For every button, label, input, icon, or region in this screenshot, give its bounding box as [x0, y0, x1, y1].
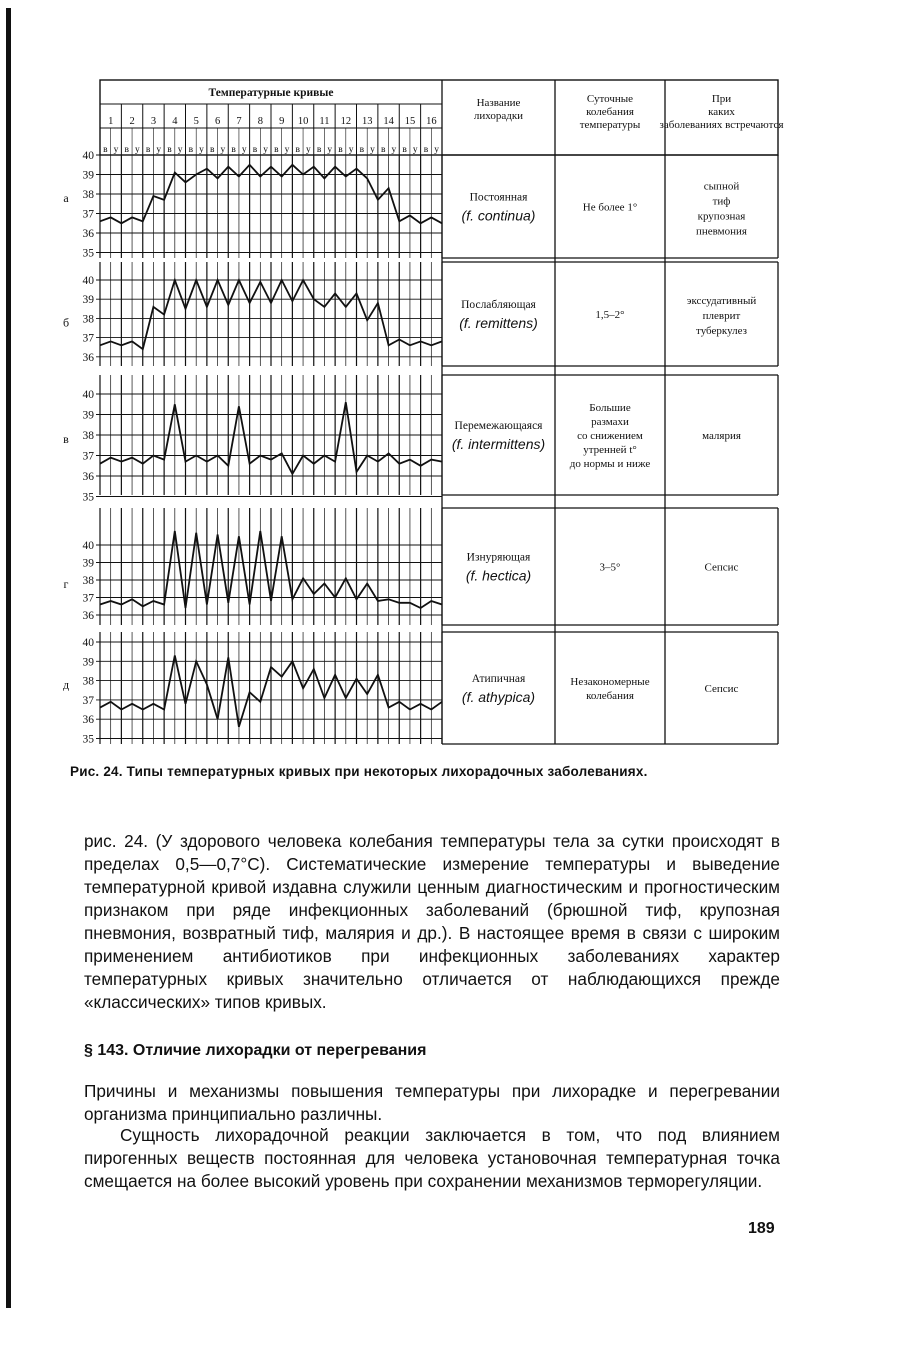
day-label: 10	[297, 116, 309, 127]
day-label: 12	[340, 116, 352, 127]
section-heading: § 143. Отличие лихорадки от перегревания	[84, 1042, 427, 1059]
disease-column-header: При каких заболеваниях встречаются	[659, 93, 784, 131]
y-tick-label: 36	[82, 228, 94, 240]
disease-list: Сепсис	[704, 561, 739, 574]
y-tick-label: 37	[82, 694, 94, 707]
fever-type-name: Послабляющая	[461, 299, 536, 311]
fever-type-latin: (f. intermittens)	[451, 436, 546, 452]
time-of-day-label: в	[359, 145, 365, 155]
time-of-day-label: в	[145, 145, 151, 155]
time-of-day-label: у	[220, 145, 226, 155]
y-tick-label: 39	[82, 656, 94, 669]
day-label: 7	[236, 116, 242, 127]
range-column-header: Суточные колебания температуры	[579, 93, 641, 131]
fever-type-name: Изнуряющая	[466, 551, 531, 564]
day-label: 11	[319, 116, 330, 127]
day-label: 1	[108, 116, 114, 127]
table-header-frame	[100, 80, 778, 155]
panel-letter: а	[63, 191, 69, 205]
time-of-day-label: у	[284, 145, 290, 155]
y-tick-label: 36	[82, 471, 94, 483]
y-tick-label: 38	[82, 189, 94, 201]
time-of-day-label: в	[231, 145, 236, 155]
daily-range: Незакономерные колебания	[570, 676, 650, 702]
time-of-day-label: в	[338, 145, 343, 155]
time-of-day-label: в	[209, 145, 215, 155]
fever-type-latin: (f. athypica)	[461, 689, 536, 705]
time-of-day-label: у	[241, 145, 247, 155]
time-of-day-label: в	[316, 145, 322, 155]
paragraph-3: Сущность лихорадочной реакции заключается в том, что под влиянием пирогенных веществ постоянная для человека установочная температурная точка смещается на более высокий уровень при сохранении механизмов терморегуляции.	[84, 1125, 780, 1191]
time-of-day-label: у	[434, 145, 440, 155]
time-of-day-label: у	[263, 145, 269, 155]
chart-title: Температурные кривые	[208, 87, 334, 99]
y-tick-label: 39	[82, 294, 94, 307]
y-tick-label: 36	[82, 610, 94, 622]
fever-type-name: Перемежающаяся	[454, 420, 543, 432]
fever-type-name: Постоянная	[469, 191, 528, 204]
y-tick-label: 40	[82, 150, 94, 162]
disease-list: малярия	[702, 430, 741, 442]
y-tick-label: 38	[82, 313, 94, 326]
day-label: 8	[257, 116, 263, 127]
time-of-day-label: у	[199, 145, 204, 155]
page-number: 189	[748, 1220, 775, 1237]
fever-type-latin: (f. remittens)	[459, 315, 538, 331]
time-of-day-label: у	[135, 145, 140, 155]
y-tick-label: 38	[82, 675, 94, 688]
day-label: 3	[150, 116, 157, 127]
time-of-day-label: у	[348, 145, 354, 155]
day-label: 9	[279, 116, 285, 127]
figure-caption: Рис. 24. Типы температурных кривых при некоторых лихорадочных заболеваниях.	[70, 764, 648, 779]
disease-list: экссудативный плеврит туберкулез	[686, 295, 757, 337]
y-tick-label: 38	[82, 430, 94, 442]
time-of-day-label: в	[423, 145, 429, 155]
time-of-day-label: у	[391, 145, 397, 155]
y-tick-label: 37	[82, 450, 94, 463]
y-tick-label: 36	[82, 351, 94, 364]
paragraph-2: Причины и механизмы повышения температуры при лихорадке и перегревании организма принципиально различны.	[84, 1081, 780, 1124]
daily-range: Не более 1°	[582, 201, 638, 214]
disease-list: Сепсис	[704, 683, 739, 695]
panel-letter: д	[62, 677, 70, 692]
y-tick-label: 39	[82, 409, 94, 422]
fever-type-latin: (f. continua)	[461, 207, 536, 224]
fever-type-latin: (f. hectica)	[465, 567, 532, 584]
day-label: 14	[383, 116, 394, 127]
time-of-day-label: у	[370, 145, 375, 155]
time-of-day-label: в	[380, 145, 386, 155]
y-tick-label: 35	[82, 247, 94, 260]
daily-range: Большие размахи со снижением утренней t° до нормы и ниже	[569, 402, 651, 470]
time-of-day-label: в	[252, 145, 258, 155]
name-column-header: Название лихорадки	[473, 97, 524, 122]
time-of-day-label: в	[402, 145, 407, 155]
day-label: 4	[172, 116, 178, 127]
disease-list: сыпной тиф крупозная пневмония	[696, 180, 747, 238]
day-label: 6	[214, 116, 221, 127]
y-tick-label: 37	[82, 332, 94, 345]
panel-letter: б	[62, 315, 70, 330]
day-label: 15	[404, 116, 416, 127]
fever-type-name: Атипичная	[471, 673, 526, 685]
y-tick-label: 36	[82, 714, 94, 727]
y-tick-label: 40	[82, 389, 94, 401]
panel-letter: г	[63, 577, 69, 591]
time-of-day-label: у	[412, 145, 418, 155]
paragraph-1: рис. 24. (У здорового человека колебания температуры тела за сутки происходят в пределах 0,5—0,7°С). Систематические измерение температуры и выведение температурной кривой издавна служили ценным диагностическим и прогностическим признаком при ряде инфекционных заболеваний (брюшной тиф, крупозная пневмония, возвратный тиф, малярия и др.). В настоящее время в связи с широким применением антибиотиков при инфекционных заболеваниях характер температурных кривых значительно отличается от наблюдающихся прежде «классических» типов кривых.	[84, 831, 780, 1012]
time-of-day-label: у	[156, 145, 162, 155]
y-tick-label: 35	[82, 733, 94, 746]
y-tick-label: 40	[82, 540, 94, 552]
y-tick-label: 38	[82, 575, 94, 587]
time-of-day-label: у	[113, 145, 119, 155]
day-label: 13	[361, 116, 373, 127]
y-tick-label: 39	[82, 169, 94, 182]
y-tick-label: 37	[82, 592, 94, 605]
time-of-day-label: в	[274, 145, 279, 155]
time-of-day-label: в	[188, 145, 194, 155]
day-label: 16	[426, 116, 437, 127]
time-of-day-label: в	[167, 145, 172, 155]
time-of-day-label: у	[327, 145, 333, 155]
time-of-day-label: в	[103, 145, 108, 155]
y-tick-label: 39	[82, 557, 94, 570]
daily-range: 3–5°	[599, 561, 621, 574]
y-tick-label: 35	[82, 491, 94, 504]
day-label: 2	[129, 116, 135, 127]
y-tick-label: 37	[82, 208, 94, 221]
day-label: 5	[193, 116, 199, 127]
time-of-day-label: у	[306, 145, 311, 155]
time-of-day-label: у	[177, 145, 183, 155]
y-tick-label: 40	[82, 637, 94, 649]
time-of-day-label: в	[124, 145, 129, 155]
daily-range: 1,5–2°	[595, 309, 625, 321]
time-of-day-label: в	[295, 145, 300, 155]
y-tick-label: 40	[82, 275, 94, 287]
panel-letter: в	[63, 432, 69, 446]
